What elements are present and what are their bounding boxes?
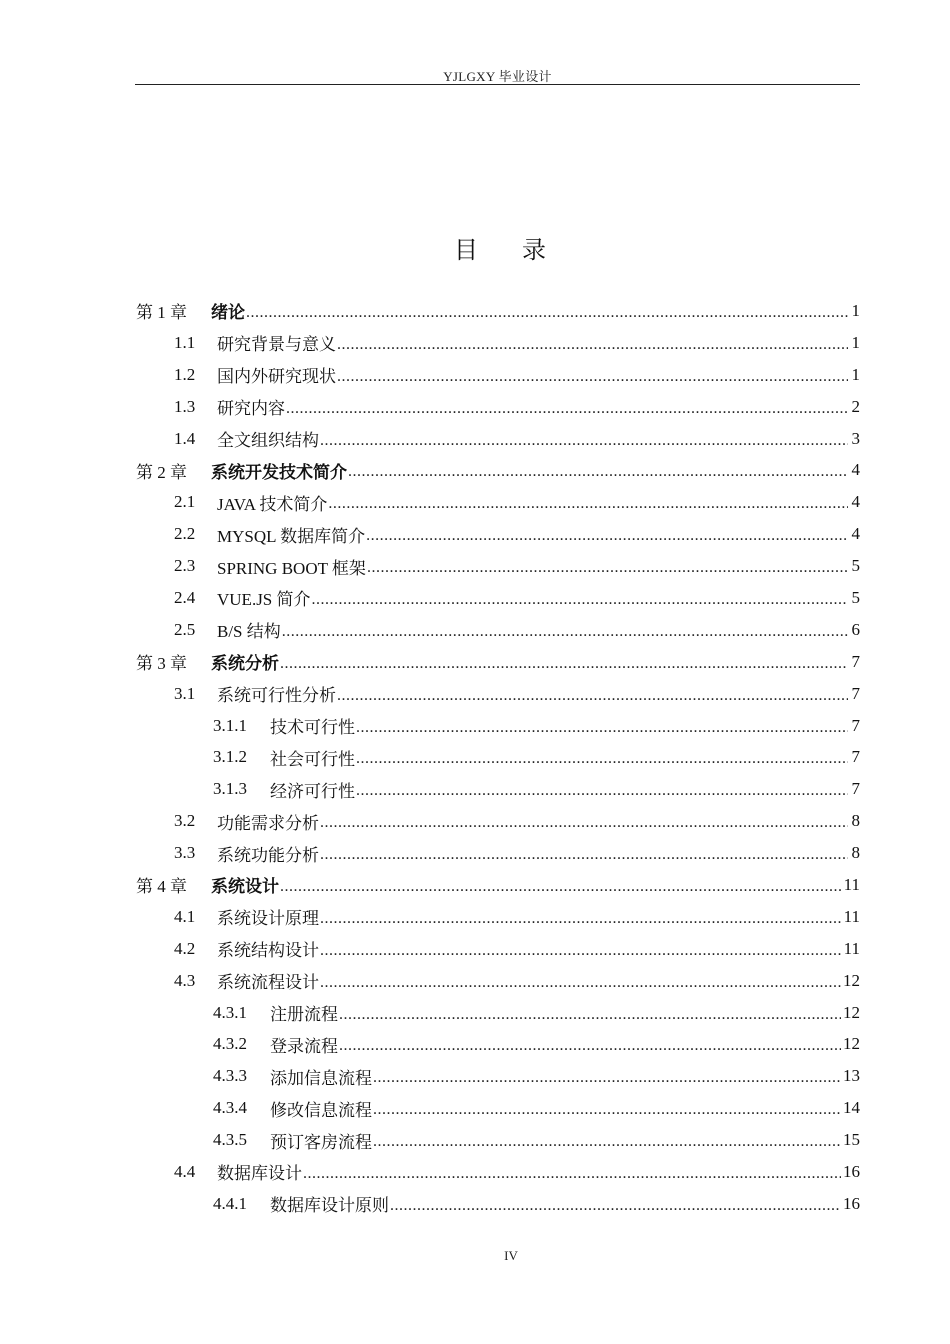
toc-entry-number: 4.3.1 [213,1002,247,1022]
toc-entry-title: 注册流程 [270,1005,338,1025]
toc-entry-page: 15 [843,1130,860,1150]
toc-entry-number: 1.3 [174,396,196,416]
toc-dot-leader [356,750,848,768]
toc-entry-title: 添加信息流程 [270,1068,372,1088]
toc-dot-leader [320,814,848,832]
toc-entry-page: 7 [851,779,860,799]
toc-entry-title: 国内外研究现状 [217,367,336,387]
toc-dot-leader [390,1197,841,1215]
toc-entry-title: 修改信息流程 [270,1100,372,1120]
toc-dot-leader [373,1133,841,1151]
toc-entry-page: 8 [851,811,860,831]
toc-entry-page: 16 [843,1161,860,1181]
toc-entry-number: 1.2 [174,364,196,384]
toc-entry-number: 第 4 章 [136,877,187,897]
toc-entry[interactable] [136,997,860,1029]
toc-entry-page: 12 [843,1002,860,1022]
toc-entry-number: 第 3 章 [136,654,187,674]
toc-entry-page: 12 [843,1034,860,1054]
toc-title [0,230,950,265]
toc-entry-page: 16 [843,1193,860,1213]
toc-dot-leader [367,559,848,577]
toc-entry-title: VUE.JS 简介 [217,590,311,610]
toc-entry[interactable] [136,614,860,646]
table-of-contents [136,295,860,1220]
toc-dot-leader [348,463,848,481]
toc-entry[interactable] [136,965,860,997]
header-rule [135,84,860,85]
toc-entry[interactable] [136,359,860,391]
toc-entry[interactable] [136,869,860,901]
toc-dot-leader [280,878,842,896]
toc-entry-title: 绪论 [211,303,245,323]
toc-dot-leader [320,846,848,864]
toc-entry-page: 5 [851,556,860,576]
toc-entry[interactable] [136,518,860,550]
toc-entry-title: B/S 结构 [217,622,281,642]
toc-dot-leader [356,719,848,737]
toc-entry-title: 技术可行性 [270,718,355,738]
toc-entry-title: 研究内容 [217,399,285,419]
toc-entry-title: 系统设计 [211,877,279,897]
toc-entry-number: 3.1 [174,683,196,703]
toc-dot-leader [339,1006,841,1024]
toc-entry-title: 数据库设计原则 [270,1196,389,1216]
toc-entry-page: 4 [851,524,860,544]
toc-entry[interactable] [136,710,860,742]
toc-entry-title: 系统流程设计 [217,973,319,993]
toc-entry-title: SPRING BOOT 框架 [217,558,366,578]
toc-entry[interactable] [136,327,860,359]
toc-entry-number: 2.1 [174,492,196,512]
toc-entry-title: 研究背景与意义 [217,335,336,355]
toc-entry-number: 4.4.1 [213,1193,247,1213]
toc-entry-number: 4.3.5 [213,1130,247,1150]
toc-entry-page: 5 [851,587,860,607]
toc-entry[interactable] [136,933,860,965]
toc-entry-number: 2.2 [174,524,196,544]
toc-dot-leader [320,974,841,992]
toc-entry-number: 1.1 [174,332,196,352]
toc-entry-number: 3.3 [174,843,196,863]
toc-dot-leader [373,1101,841,1119]
toc-entry[interactable] [136,391,860,423]
toc-entry[interactable] [136,295,860,327]
toc-entry-number: 2.5 [174,619,196,639]
toc-entry-title: 登录流程 [270,1036,338,1056]
toc-entry-title: 系统分析 [211,654,279,674]
toc-entry-number: 4.3.2 [213,1034,247,1054]
toc-dot-leader [280,655,848,673]
toc-entry-title: 全文组织结构 [217,431,319,450]
toc-entry-page: 11 [843,874,860,894]
toc-dot-leader [303,1165,841,1183]
toc-entry-page: 12 [843,970,860,990]
toc-entry-number: 3.1.3 [213,779,247,799]
page-header: YJLGXY 毕业设计 [443,69,552,84]
toc-dot-leader [246,304,848,322]
toc-entry-number: 3.2 [174,811,196,831]
toc-entry[interactable] [136,678,860,710]
toc-entry-page: 1 [851,364,860,384]
toc-entry-page: 1 [851,300,860,320]
toc-dot-leader [337,687,848,705]
toc-entry-number: 2.4 [174,587,196,607]
toc-entry[interactable] [136,646,860,678]
toc-entry-title: 预订客房流程 [270,1132,372,1152]
toc-entry[interactable] [136,1060,860,1092]
toc-entry-title: JAVA 技术简介 [217,494,328,514]
toc-dot-leader [356,782,848,800]
toc-dot-leader [339,1037,841,1055]
toc-entry-title: 系统开发技术简介 [211,462,347,482]
toc-entry-page: 7 [851,651,860,671]
toc-entry-number: 3.1.2 [213,747,247,767]
toc-entry[interactable] [136,1156,860,1188]
toc-dot-leader [320,942,842,960]
toc-entry-title: 经济可行性 [270,781,355,801]
toc-entry-number: 1.4 [174,428,196,448]
toc-entry-title: 系统可行性分析 [217,686,336,706]
toc-entry[interactable] [136,805,860,837]
toc-entry[interactable] [136,1188,860,1220]
toc-dot-leader [282,623,848,641]
toc-dot-leader [373,1069,841,1087]
toc-entry-page: 1 [851,332,860,352]
toc-entry[interactable] [136,1028,860,1060]
toc-dot-leader [320,910,842,928]
toc-dot-leader [337,336,848,354]
toc-entry[interactable] [136,901,860,933]
toc-entry[interactable] [136,837,860,869]
toc-title-part2: 录 [522,238,546,264]
toc-entry-page: 4 [851,492,860,512]
toc-entry-number: 第 1 章 [136,303,187,323]
toc-entry[interactable] [136,773,860,805]
toc-entry-number: 4.1 [174,906,196,926]
toc-entry[interactable] [136,486,860,518]
toc-entry-page: 3 [851,428,860,448]
toc-entry-page: 6 [851,619,860,639]
toc-entry-page: 13 [843,1066,860,1086]
toc-dot-leader [328,495,848,513]
toc-entry-title: 数据库设计 [217,1164,302,1184]
toc-entry-number: 4.2 [174,938,196,958]
toc-entry[interactable] [136,454,860,486]
toc-entry-page: 7 [851,715,860,735]
toc-entry-page: 7 [851,683,860,703]
toc-entry-number: 2.3 [174,556,196,576]
toc-dot-leader [286,400,848,418]
toc-entry[interactable] [136,423,860,455]
toc-entry-page: 11 [843,906,860,926]
toc-entry-page: 11 [843,938,860,958]
toc-entry-number: 4.3.3 [213,1066,247,1086]
toc-entry-page: 4 [851,460,860,480]
toc-entry-page: 8 [851,843,860,863]
toc-entry[interactable] [136,1124,860,1156]
toc-entry-title: 功能需求分析 [217,813,319,833]
toc-dot-leader [366,527,848,545]
toc-dot-leader [320,432,848,450]
toc-entry-title: MYSQL 数据库简介 [217,526,366,546]
toc-entry-page: 7 [851,747,860,767]
toc-entry[interactable] [136,582,860,614]
toc-entry-number: 4.3 [174,970,196,990]
toc-entry[interactable] [136,741,860,773]
toc-entry-number: 4.4 [174,1161,196,1181]
page-number: IV [504,1248,518,1263]
toc-entry-number: 第 2 章 [136,462,187,482]
toc-entry-title: 系统结构设计 [217,941,319,961]
toc-entry-page: 14 [843,1098,860,1118]
toc-title-part1: 目 [454,238,478,264]
toc-dot-leader [337,368,848,386]
toc-dot-leader [312,591,848,609]
toc-entry-number: 4.3.4 [213,1098,247,1118]
toc-entry-number: 3.1.1 [213,715,247,735]
toc-entry-title: 系统功能分析 [217,845,319,865]
toc-entry-title: 社会可行性 [270,749,355,769]
toc-entry[interactable] [136,550,860,582]
toc-entry-page: 2 [851,396,860,416]
toc-entry[interactable] [136,1092,860,1124]
toc-entry-title: 系统设计原理 [217,909,319,929]
